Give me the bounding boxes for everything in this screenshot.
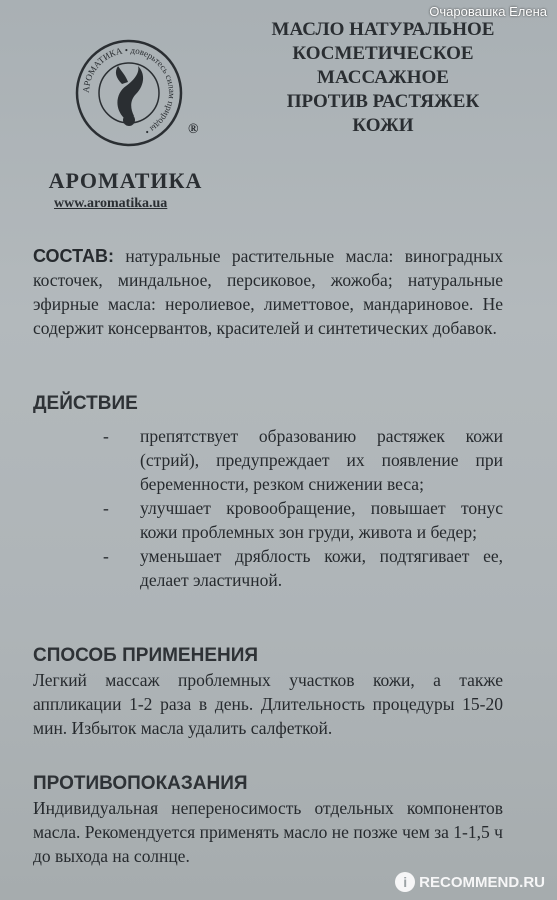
action-item-text: улучшает кровообращение, повышает тонус кожи проблемных зон груди, живота и бедер; [140,498,503,542]
action-section [33,392,503,592]
logo-ring-text: АРОМАТИКА • доверьтесь силам природы • [80,44,178,138]
brand-name: АРОМАТИКА [48,168,203,193]
title-line: ПРОТИВ РАСТЯЖЕК [286,91,480,112]
composition-heading: СОСТАВ: [33,246,114,266]
title-line: КОЖИ [352,115,414,136]
usage-text: Легкий массаж проблемных участков кожи, а также аппликации 1-2 раза в день. Длительность процедуры 15-20 мин. Избыток масла удалить салфеткой. [33,670,503,738]
logo-emblem-icon [74,38,184,148]
watermark-text: RECOMMEND.RU [419,873,545,891]
bullet-marker: - [103,498,109,518]
usage-heading: СПОСОБ ПРИМЕНЕНИЯ [33,645,259,666]
action-heading: ДЕЙСТВИЕ [33,393,138,414]
product-title [228,18,538,138]
recommend-logo-icon: i [395,872,415,892]
action-item-text: уменьшает дряблость кожи, подтягивает ее, делает эластичной. [140,546,503,590]
title-line: МАССАЖНОЕ [317,67,449,88]
contraindications-text: Индивидуальная непереносимость отдельных компонентов масла. Рекомендуется применять масло не позже чем за 1-1,5 ч до выхода на солнце. [33,798,503,866]
author-name: Очаровашка Елена [429,4,547,19]
bullet-marker: - [103,546,109,566]
registered-mark: ® [188,122,199,137]
brand-url: www.aromatika.ua [54,196,168,211]
action-item [33,424,503,496]
composition-section [33,244,503,340]
site-watermark [395,872,545,892]
composition-text: натуральные растительные масла: виноградных косточек, миндальное, персиковое, жожоба; натуральные эфирные масла: неролиевое, лиметтовое, мандариновое. Не содержит консервантов, красителей и синтетических добавок. [33,246,504,338]
title-line: МАСЛО НАТУРАЛЬНОЕ [271,19,495,40]
usage-section [33,644,503,740]
contraindications-section [33,772,503,868]
contraindications-heading: ПРОТИВОПОКАЗАНИЯ [33,773,248,794]
bullet-marker: - [103,426,109,446]
action-item [33,544,503,592]
title-line: КОСМЕТИЧЕСКОЕ [292,43,474,64]
action-item-text: препятствует образованию растяжек кожи (стрий), предупреждает их появление при беременности, резком снижении веса; [140,426,503,494]
action-item [33,496,503,544]
